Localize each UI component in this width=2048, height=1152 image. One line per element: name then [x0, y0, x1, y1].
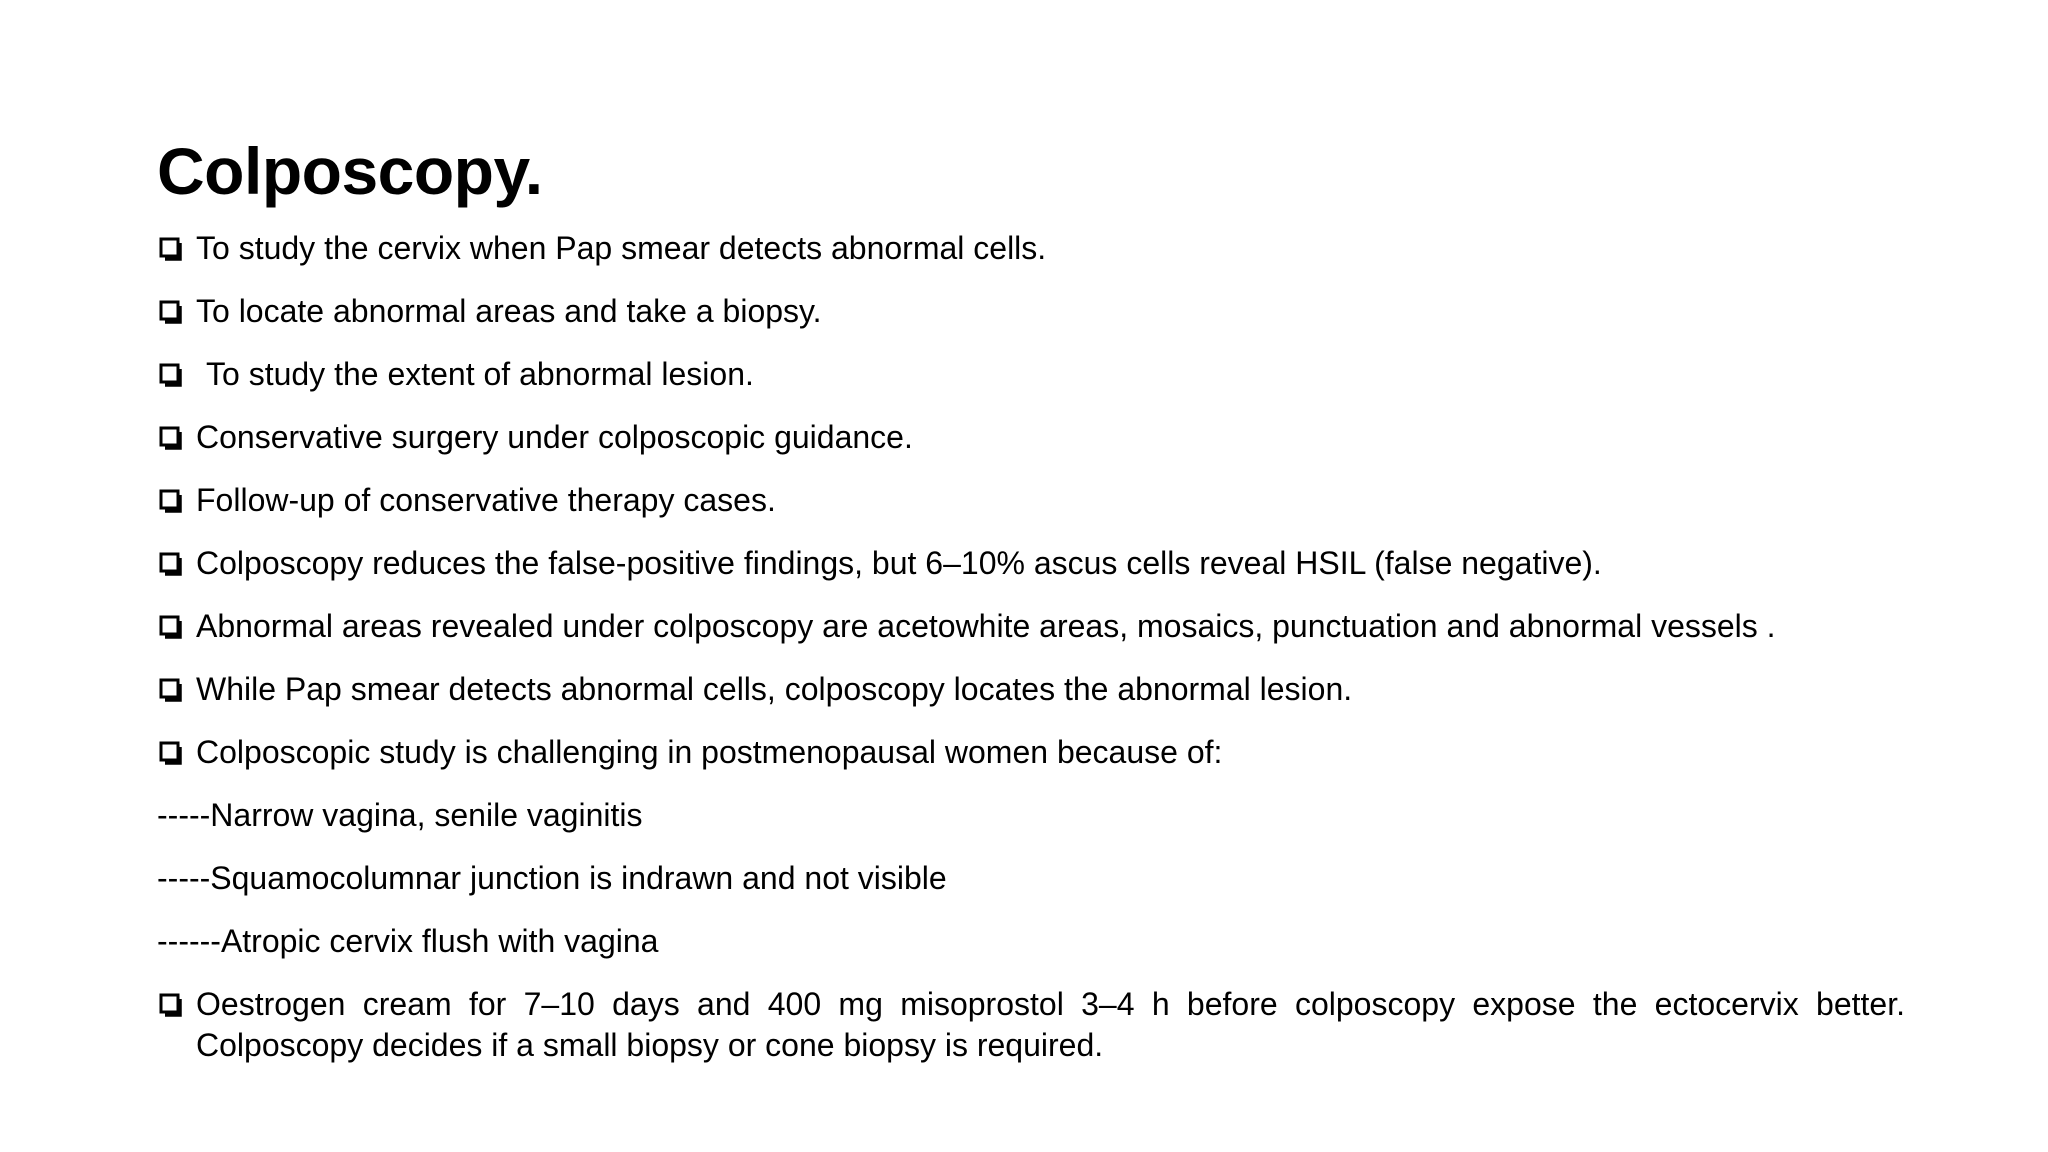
list-item: [157, 669, 1905, 710]
list-item: [157, 732, 1905, 773]
list-item-text: To study the extent of abnormal lesion.: [206, 356, 754, 392]
list-item-text: To study the cervix when Pap smear detects abnormal cells.: [196, 230, 1047, 266]
checkbox-square-icon: [159, 552, 183, 576]
sub-list-item-text: -----Narrow vagina, senile vaginitis: [157, 797, 643, 833]
list-item: [157, 291, 1905, 332]
sub-list-item: [157, 858, 1905, 899]
sub-list-item: [157, 795, 1905, 836]
list-item: [157, 417, 1905, 458]
list-item-text: Colposcopic study is challenging in postmenopausal women because of:: [196, 734, 1223, 770]
sub-list-item-text: -----Squamocolumnar junction is indrawn and not visible: [157, 860, 947, 896]
list-item: [157, 228, 1905, 269]
sub-list-item: [157, 921, 1905, 962]
checkbox-square-icon: [159, 993, 183, 1017]
checkbox-square-icon: [159, 363, 183, 387]
checkbox-square-icon: [159, 300, 183, 324]
list-item: [157, 543, 1905, 584]
list-item: [157, 606, 1905, 647]
checkbox-square-icon: [159, 426, 183, 450]
bullet-list: [157, 228, 1905, 1088]
sub-list-item-text: ------Atropic cervix flush with vagina: [157, 923, 659, 959]
checkbox-square-icon: [159, 741, 183, 765]
list-item-text: Follow-up of conservative therapy cases.: [196, 482, 776, 518]
list-item-text: While Pap smear detects abnormal cells, colposcopy locates the abnormal lesion.: [196, 671, 1353, 707]
list-item: [157, 480, 1905, 521]
checkbox-square-icon: [159, 615, 183, 639]
list-item-text: Colposcopy reduces the false-positive findings, but 6–10% ascus cells reveal HSIL (false negative).: [196, 545, 1602, 581]
list-item-text: Conservative surgery under colposcopic guidance.: [196, 419, 913, 455]
checkbox-square-icon: [159, 489, 183, 513]
list-item: [157, 354, 1905, 395]
slide-title: Colposcopy.: [157, 134, 543, 208]
list-item-text: To locate abnormal areas and take a biopsy.: [196, 293, 822, 329]
list-item: [157, 984, 1905, 1066]
checkbox-square-icon: [159, 237, 183, 261]
list-item-text: Oestrogen cream for 7–10 days and 400 mg misoprostol 3–4 h before colposcopy expose the ectocervix better. Colposcopy decides if a small biopsy or cone biopsy is required.: [196, 986, 1905, 1063]
checkbox-square-icon: [159, 678, 183, 702]
list-item-text: Abnormal areas revealed under colposcopy are acetowhite areas, mosaics, punctuation and abnormal vessels .: [196, 608, 1776, 644]
